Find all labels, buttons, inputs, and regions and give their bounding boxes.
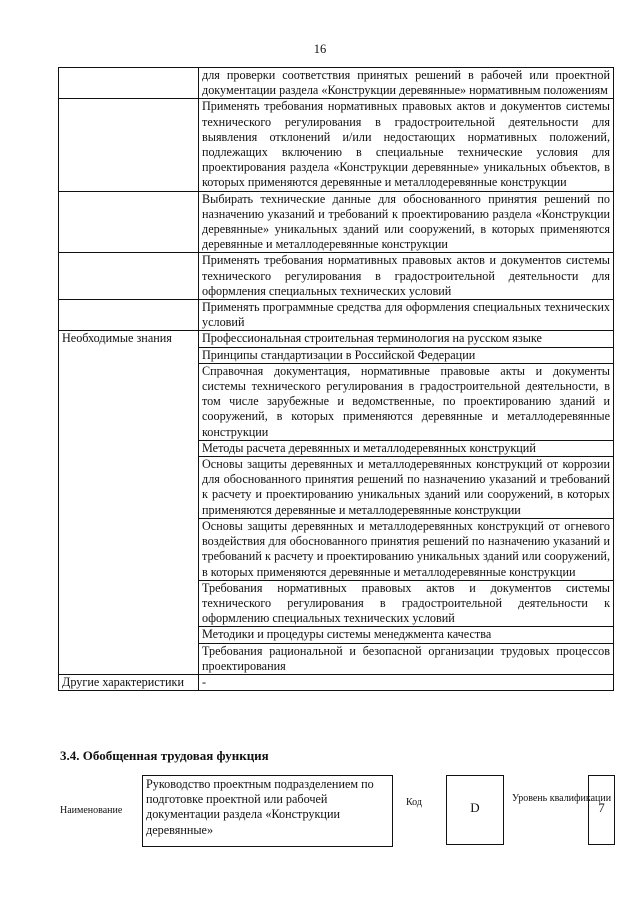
code-value: D <box>446 775 504 845</box>
table-row <box>59 300 614 331</box>
table-row <box>59 191 614 253</box>
table-row <box>59 331 614 347</box>
table-row <box>59 68 614 99</box>
skill-cell: для проверки соответствия принятых решений в рабочей или проектной документации раздела «Конструкции деревянные» нормативным положениям <box>199 68 614 99</box>
row-label-empty <box>59 300 199 331</box>
knowledge-cell: Основы защиты деревянных и металлодеревянных конструкций от коррозии для обоснованного принятия решений по назначению указаний и требований к расчету и проектированию уникальных зданий или сооружений, в которых применяются деревянные и металлодеревянные конструкции <box>199 457 614 519</box>
skill-cell: Применять программные средства для оформления специальных технических условий <box>199 300 614 331</box>
level-value: 7 <box>588 775 615 845</box>
code-label: Код <box>406 797 422 808</box>
table-row <box>59 99 614 191</box>
row-label-empty <box>59 68 199 99</box>
knowledge-label: Необходимые знания <box>59 331 199 674</box>
other-characteristics-label: Другие характеристики <box>59 674 199 690</box>
table-row <box>59 674 614 690</box>
knowledge-cell: Требования рациональной и безопасной организации трудовых процессов проектирования <box>199 643 614 674</box>
knowledge-cell: Основы защиты деревянных и металлодеревянных конструкций от огневого воздействия для обоснованного принятия решений по назначению указаний и требований к расчету и проектированию уникальных зданий или сооружений, в которых применяются деревянные и металлодеревянные конструкции <box>199 518 614 580</box>
skill-cell: Применять требования нормативных правовых актов и документов системы технического регулирования в градостроительной деятельности для выявления отклонений и/или недостающих нормативных положений, подлежащих включению в специальные технические условия для проектирования раздела «Конструкции деревянные» уникальных объектов, в которых применяются деревянные и металлодеревянные конструкции <box>199 99 614 191</box>
knowledge-cell: Требования нормативных правовых актов и документов системы технического регулирования в градостроительной деятельности к оформлению специальных технических условий <box>199 580 614 627</box>
knowledge-cell: Справочная документация, нормативные правовые акты и документы системы технического регулирования в градостроительной деятельности, в том числе зарубежные и ведомственные, по проектированию зданий и сооружений, в которых применяются деревянные и металлодеревянные конструкции <box>199 363 614 440</box>
section-title: 3.4. Обобщенная трудовая функция <box>60 748 269 763</box>
requirements-table <box>58 67 614 691</box>
row-label-empty <box>59 253 199 300</box>
name-value: Руководство проектным подразделением по подготовке проектной или рабочей документации раздела «Конструкции деревянные» <box>142 775 393 847</box>
knowledge-cell: Профессиональная строительная терминология на русском языке <box>199 331 614 347</box>
knowledge-cell: Принципы стандартизации в Российской Федерации <box>199 347 614 363</box>
name-label: Наименование <box>60 805 123 816</box>
skill-cell: Применять требования нормативных правовых актов и документов системы технического регулирования в градостроительной деятельности для оформления специальных технических условий <box>199 253 614 300</box>
table-row <box>59 253 614 300</box>
knowledge-cell: Методики и процедуры системы менеджмента качества <box>199 627 614 643</box>
row-label-empty <box>59 191 199 253</box>
row-label-empty <box>59 99 199 191</box>
other-characteristics-value: - <box>199 674 614 690</box>
skill-cell: Выбирать технические данные для обоснованного принятия решений по назначению указаний и требований к проектированию раздела «Конструкции деревянные» уникальных зданий или сооружений, в которых применяются деревянные и металлодеревянные конструкции <box>199 191 614 253</box>
general-function-row <box>60 775 620 851</box>
page-number: 16 <box>313 42 327 56</box>
level-label: Уровень квалификации <box>512 793 612 804</box>
knowledge-cell: Методы расчета деревянных и металлодеревянных конструкций <box>199 440 614 456</box>
